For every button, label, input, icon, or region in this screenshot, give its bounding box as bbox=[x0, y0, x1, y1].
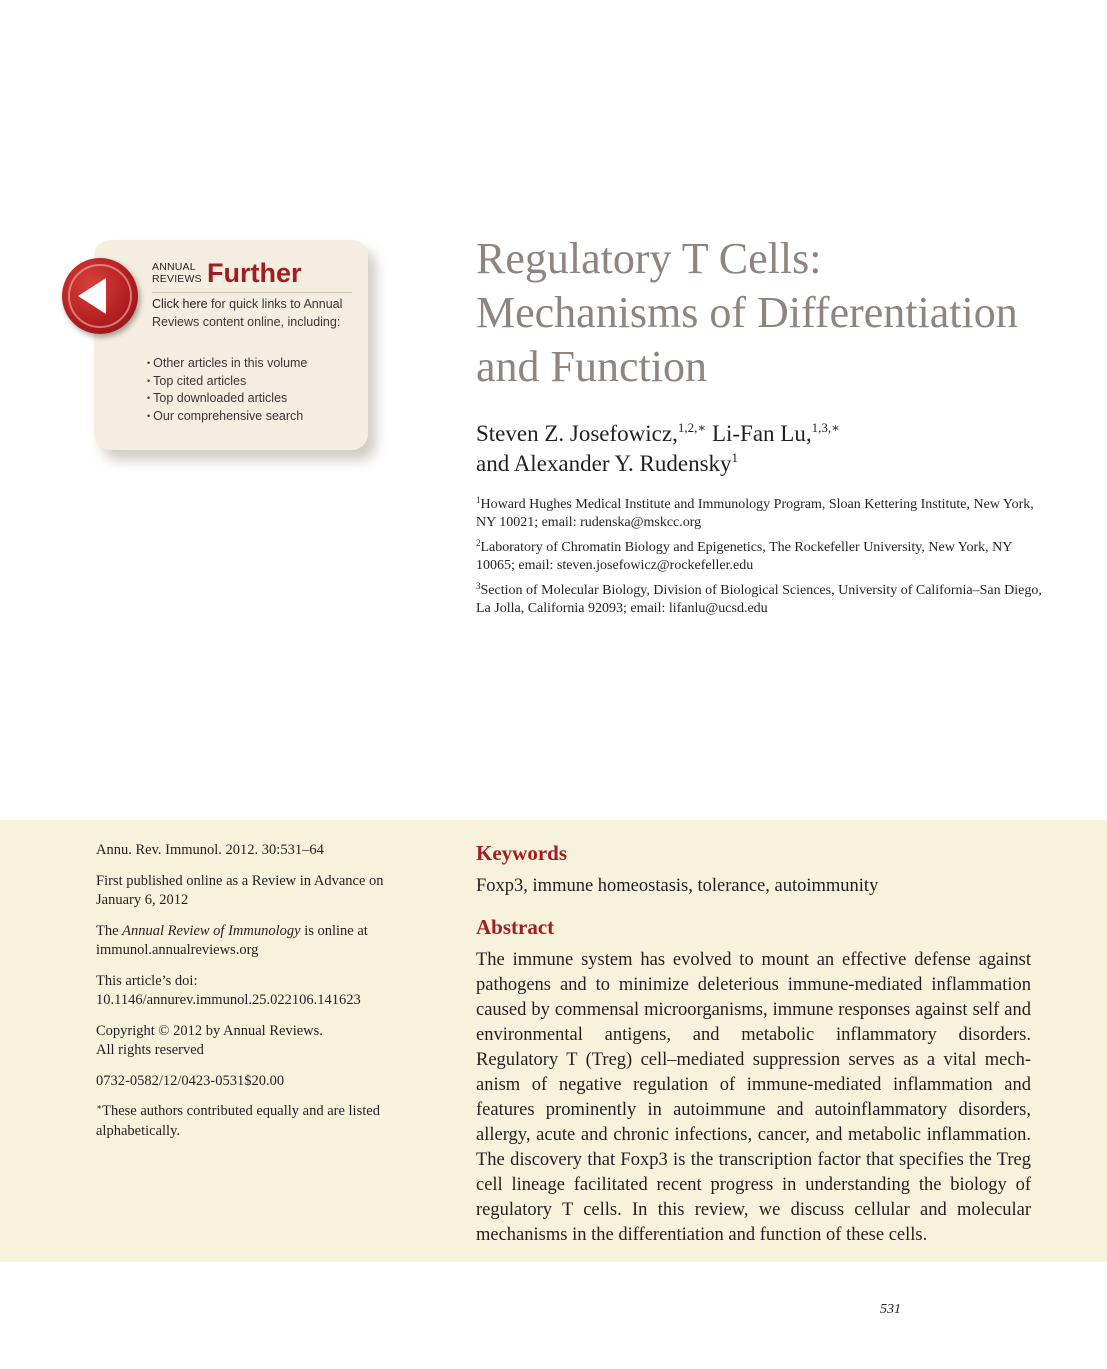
further-intro-text: for quick links to Annual Reviews content online, including: bbox=[152, 297, 343, 329]
author-list bbox=[476, 419, 1076, 479]
author-lu: Li-Fan Lu, bbox=[711, 421, 812, 446]
copyright-line: Copyright © 2012 by Annual Reviews. bbox=[96, 1022, 323, 1039]
affiliation-3-text: Section of Molecular Biology, Division of Biological Sciences, University of California–San Diego, La Jolla, California 92093; email: lifanlu@ucsd.edu bbox=[476, 583, 1042, 616]
citation: Annu. Rev. Immunol. 2012. 30:531–64 bbox=[96, 842, 324, 858]
abstract-text: The immune system has evolved to mount an effective defense against pathogens and to minimize deleterious immune-mediated inflammation caused by commensal microorganisms, immune responses against self and environmental antigens, and metabolic inflammatory disorders. Regulatory T (Treg) cell–mediated suppression serves as a vital mechanism of negative regulation of immune-mediated inflammation and features prominently in autoimmune and autoinflammatory disorders, allergy, acute and chronic infections, cancer, and metabolic inflammation. The discovery that Foxp3 is the transcription factor that specifies the Treg cell lineage facilitated recent progress in understanding the biology of regulatory T cells. In this review, we discuss cellular and molecular mechanisms in the differentiation and function of these cells. bbox=[476, 950, 1031, 1245]
author-rudensky-sup: 1 bbox=[731, 450, 739, 465]
journal-name: Annual Review of Immunology bbox=[122, 922, 301, 939]
author-lu-sup: 1,3,∗ bbox=[811, 420, 840, 435]
affiliation-3-num: 3 bbox=[476, 581, 481, 591]
journal-online bbox=[96, 922, 416, 961]
affiliation-3 bbox=[476, 582, 1051, 618]
click-here-link[interactable]: Click here bbox=[152, 297, 208, 311]
further-links-list bbox=[147, 355, 307, 425]
affiliations bbox=[476, 496, 1051, 625]
annual-reviews-logo bbox=[152, 262, 202, 285]
back-arrow-icon[interactable] bbox=[62, 258, 138, 334]
affiliation-1-num: 1 bbox=[476, 495, 481, 505]
doi-block bbox=[96, 972, 416, 1011]
affiliation-2-num: 2 bbox=[476, 538, 481, 548]
further-link-search[interactable]: • Our comprehensive search bbox=[147, 408, 307, 426]
article-title bbox=[476, 232, 1076, 394]
further-heading: Further bbox=[207, 258, 302, 288]
doi-label: This article’s doi: bbox=[96, 972, 198, 989]
abstract-heading: Abstract bbox=[476, 915, 555, 939]
article-metadata bbox=[96, 841, 416, 1152]
keywords-heading: Keywords bbox=[476, 841, 567, 865]
journal-online-prefix: The bbox=[96, 922, 123, 939]
affiliation-1-text: Howard Hughes Medical Institute and Immunology Program, Sloan Kettering Institute, New York, NY 10021; email: rudenska@mskcc.org bbox=[476, 497, 1034, 530]
author-josefowicz-sup: 1,2,∗ bbox=[677, 420, 707, 435]
journal-online-suffix: is online at immunol.annualreviews.org bbox=[96, 922, 368, 958]
author-line-2 bbox=[476, 449, 1076, 479]
issn: 0732-0582/12/0423-0531$20.00 bbox=[96, 1072, 285, 1089]
keywords-text: Foxp3, immune homeostasis, tolerance, autoimmunity bbox=[476, 876, 879, 896]
affiliation-1 bbox=[476, 496, 1051, 532]
footnote-text: These authors contributed equally and are listed alphabetically. bbox=[96, 1103, 380, 1139]
rights-line: All rights reserved bbox=[96, 1042, 204, 1058]
first-published: First published online as a Review in Advance on January 6, 2012 bbox=[96, 872, 384, 908]
doi-value[interactable]: 10.1146/annurev.immunol.25.022106.141623 bbox=[96, 992, 361, 1008]
title-line-3: and Function bbox=[476, 342, 707, 391]
logo-reviews-text: REVIEWS bbox=[152, 272, 202, 285]
affiliation-2-text: Laboratory of Chromatin Biology and Epigenetics, The Rockefeller University, New York, NY 10065; email: steven.josefowicz@rockefeller.edu bbox=[476, 540, 1012, 573]
author-josefowicz: Steven Z. Josefowicz, bbox=[476, 421, 678, 446]
further-link-top-downloaded[interactable]: • Top downloaded articles bbox=[147, 390, 307, 408]
footnote-mark: ∗ bbox=[96, 1102, 103, 1112]
further-link-top-cited[interactable]: • Top cited articles bbox=[147, 373, 307, 391]
author-rudensky: and Alexander Y. Rudensky bbox=[476, 451, 732, 476]
affiliation-2 bbox=[476, 539, 1051, 575]
title-line-2: Mechanisms of Differentiation bbox=[476, 288, 1018, 337]
page-number: 531 bbox=[880, 1302, 901, 1317]
copyright-block bbox=[96, 1022, 416, 1061]
further-link-other-articles[interactable]: • Other articles in this volume bbox=[147, 355, 307, 373]
logo-annual-text: ANNUAL bbox=[152, 261, 196, 273]
title-line-1: Regulatory T Cells: bbox=[476, 234, 822, 283]
footnote bbox=[96, 1102, 416, 1141]
further-header bbox=[152, 258, 352, 293]
further-intro bbox=[152, 296, 357, 331]
author-line-1 bbox=[476, 419, 1076, 449]
